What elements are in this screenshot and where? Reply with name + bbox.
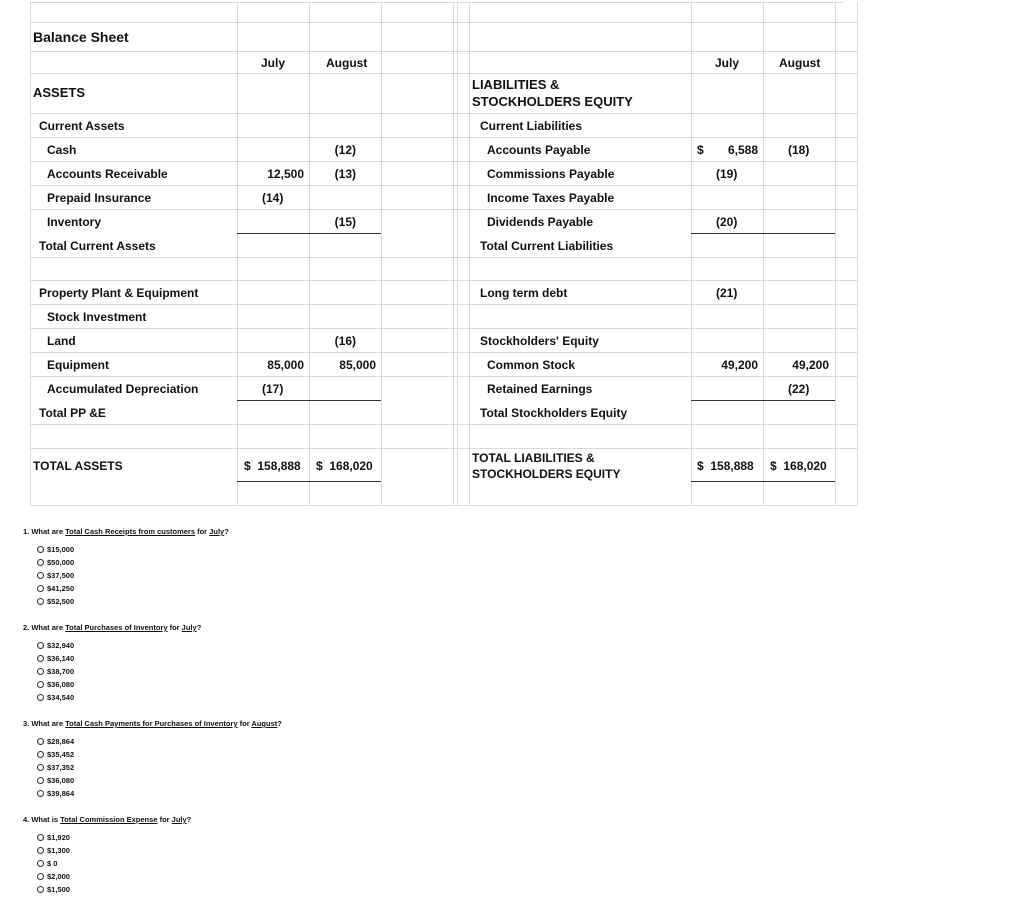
answer-option[interactable] (37, 750, 74, 759)
equipment-label: Equipment (47, 358, 109, 372)
ppe-heading: Property Plant & Equipment (39, 286, 199, 300)
answer-option[interactable] (37, 693, 74, 702)
answer-option[interactable] (37, 789, 74, 798)
prepaid-label: Prepaid Insurance (47, 191, 152, 205)
radio-button-icon[interactable] (37, 764, 44, 771)
answer-option-label: $1,300 (47, 846, 70, 855)
total-assets-label: TOTAL ASSETS (33, 459, 123, 473)
prepaid-july: (14) (262, 191, 284, 205)
total-ppe-label: Total PP &E (39, 406, 106, 420)
answer-option-label: $39,864 (47, 789, 75, 798)
answer-option[interactable] (37, 654, 74, 663)
question-text-part: July (209, 527, 225, 536)
ar-label: Accounts Receivable (47, 167, 168, 181)
ltd-label: Long term debt (480, 286, 568, 300)
radio-button-icon[interactable] (37, 655, 44, 662)
ap-aug: (18) (788, 143, 810, 157)
sheet-title: Balance Sheet (33, 29, 129, 45)
col-header-july: July (261, 56, 286, 70)
radio-button-icon[interactable] (37, 681, 44, 688)
radio-button-icon[interactable] (37, 559, 44, 566)
answer-option[interactable] (37, 667, 74, 676)
answer-option-label: $2,000 (47, 872, 70, 881)
total-liabilities-aug: $ 168,020 (770, 459, 827, 473)
col-header-august-right: August (779, 56, 821, 70)
current-liabilities-heading: Current Liabilities (480, 119, 583, 133)
question-text-part: ? (186, 815, 192, 824)
acc-dep-july: (17) (262, 382, 284, 396)
answer-option[interactable] (37, 885, 70, 894)
income-tax-label: Income Taxes Payable (487, 191, 615, 205)
radio-button-icon[interactable] (37, 751, 44, 758)
inventory-label: Inventory (47, 215, 102, 229)
answer-option-label: $36,140 (47, 654, 75, 663)
radio-button-icon[interactable] (37, 642, 44, 649)
liabilities-heading-line2: STOCKHOLDERS EQUITY (472, 94, 633, 109)
current-assets-heading: Current Assets (39, 119, 125, 133)
answer-option[interactable] (37, 859, 57, 868)
col-header-august: August (326, 56, 368, 70)
radio-button-icon[interactable] (37, 834, 44, 841)
answer-option[interactable] (37, 641, 74, 650)
answer-option[interactable] (37, 584, 74, 593)
answer-option[interactable] (37, 558, 74, 567)
question-text-part: Total Cash Payments for Purchases of Inventory (65, 719, 238, 728)
question-text-part: Total Commission Expense (60, 815, 158, 824)
answer-option[interactable] (37, 846, 70, 855)
commissions-payable-july: (19) (716, 167, 738, 181)
answer-option-label: $52,500 (47, 597, 75, 606)
land-aug: (16) (334, 334, 356, 348)
question-text-part: 2. What are (23, 623, 66, 632)
radio-button-icon[interactable] (37, 668, 44, 675)
question-2 (23, 623, 201, 632)
question-text-part: 4. What is (23, 815, 61, 824)
radio-button-icon[interactable] (37, 790, 44, 797)
radio-button-icon[interactable] (37, 546, 44, 553)
commissions-payable-label: Commissions Payable (487, 167, 615, 181)
acc-dep-label: Accumulated Depreciation (47, 382, 199, 396)
common-stock-label: Common Stock (487, 358, 576, 372)
radio-button-icon[interactable] (37, 847, 44, 854)
answer-option[interactable] (37, 872, 70, 881)
question-text-part: 1. What are (23, 527, 66, 536)
radio-button-icon[interactable] (37, 738, 44, 745)
dividends-july: (20) (716, 215, 738, 229)
total-liabilities-july: $ 158,888 (697, 459, 754, 473)
question-text-part: for (237, 719, 252, 728)
equipment-aug: 85,000 (339, 358, 376, 372)
answer-option-label: $32,940 (47, 641, 75, 650)
assets-heading: ASSETS (33, 85, 86, 100)
answer-option-label: $36,080 (47, 776, 75, 785)
question-1 (23, 527, 229, 536)
col-header-july-right: July (715, 56, 740, 70)
radio-button-icon[interactable] (37, 598, 44, 605)
question-text-part: July (181, 623, 197, 632)
ltd-july: (21) (716, 286, 738, 300)
answer-option-label: $38,700 (47, 667, 75, 676)
cash-label: Cash (47, 143, 77, 157)
question-text-part: Total Cash Receipts from customers (65, 527, 196, 536)
answer-option-label: $28,864 (47, 737, 75, 746)
answer-option-label: $35,452 (47, 750, 75, 759)
radio-button-icon[interactable] (37, 886, 44, 893)
radio-button-icon[interactable] (37, 777, 44, 784)
ap-july: 6,588 (727, 143, 758, 157)
se-heading: Stockholders' Equity (480, 334, 599, 348)
total-liabilities-line2: STOCKHOLDERS EQUITY (472, 467, 621, 481)
question-text-part: for (195, 527, 210, 536)
answer-option-label: $34,540 (47, 693, 75, 702)
stock-investment-label: Stock Investment (47, 310, 147, 324)
answer-option[interactable] (37, 776, 74, 785)
equipment-july: 85,000 (267, 358, 304, 372)
answer-option-label: $50,000 (47, 558, 75, 567)
answer-option-label: $15,000 (47, 545, 75, 554)
question-text-part: ? (196, 623, 202, 632)
retained-earnings-aug: (22) (788, 382, 810, 396)
total-current-liabilities-label: Total Current Liabilities (480, 239, 614, 253)
liabilities-heading-line1: LIABILITIES & (472, 77, 560, 92)
question-4 (23, 815, 191, 824)
ap-currency: $ (697, 143, 704, 157)
total-se-label: Total Stockholders Equity (480, 406, 628, 420)
question-text-part: August (251, 719, 278, 728)
question-text-part: 3. What are (23, 719, 66, 728)
total-current-assets-label: Total Current Assets (39, 239, 156, 253)
land-label: Land (47, 334, 76, 348)
answer-option-label: $1,500 (47, 885, 70, 894)
answer-option-label: $ 0 (47, 859, 58, 868)
ar-aug: (13) (334, 167, 356, 181)
question-text-part: Total Purchases of Inventory (65, 623, 168, 632)
question-text-part: July (171, 815, 187, 824)
answer-option[interactable] (37, 545, 74, 554)
answer-option[interactable] (37, 597, 74, 606)
question-text-part: for (157, 815, 172, 824)
ar-july: 12,500 (267, 167, 304, 181)
common-stock-july: 49,200 (721, 358, 758, 372)
question-text-part: for (167, 623, 182, 632)
inventory-aug: (15) (334, 215, 356, 229)
answer-option-label: $36,080 (47, 680, 75, 689)
radio-button-icon[interactable] (37, 585, 44, 592)
radio-button-icon[interactable] (37, 694, 44, 701)
answer-option[interactable] (37, 763, 74, 772)
total-liabilities-line1: TOTAL LIABILITIES & (472, 451, 595, 465)
answer-option[interactable] (37, 571, 74, 580)
cash-aug: (12) (334, 143, 356, 157)
radio-button-icon[interactable] (37, 873, 44, 880)
radio-button-icon[interactable] (37, 572, 44, 579)
retained-earnings-label: Retained Earnings (487, 382, 593, 396)
common-stock-aug: 49,200 (792, 358, 829, 372)
total-assets-july: $ 158,888 (244, 459, 301, 473)
answer-option-label: $37,500 (47, 571, 75, 580)
answer-option[interactable] (37, 737, 74, 746)
question-text-part: ? (224, 527, 229, 536)
dividends-label: Dividends Payable (487, 215, 594, 229)
total-assets-aug: $ 168,020 (316, 459, 373, 473)
question-text-part: ? (277, 719, 282, 728)
question-3 (23, 719, 282, 728)
ap-label: Accounts Payable (487, 143, 591, 157)
answer-option-label: $37,352 (47, 763, 75, 772)
answer-option-label: $41,250 (47, 584, 75, 593)
answer-option[interactable] (37, 680, 74, 689)
answer-option-label: $1,920 (47, 833, 70, 842)
radio-button-icon[interactable] (37, 860, 44, 867)
answer-option[interactable] (37, 833, 70, 842)
